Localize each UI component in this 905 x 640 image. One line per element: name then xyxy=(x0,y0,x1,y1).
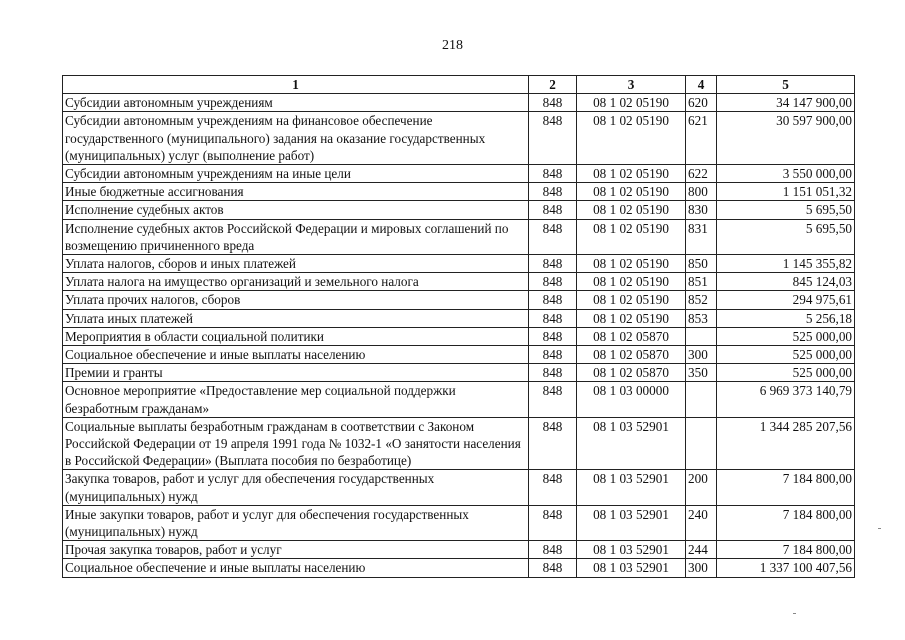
page-number: 218 xyxy=(442,38,463,53)
row-vr: 200 xyxy=(686,470,717,505)
row-name: Субсидии автономным учреждениям xyxy=(63,94,529,112)
row-vr: 850 xyxy=(686,255,717,273)
scan-speck xyxy=(793,613,796,614)
row-ved: 848 xyxy=(529,364,577,382)
row-sum: 294 975,61 xyxy=(717,291,855,309)
row-ved: 848 xyxy=(529,201,577,219)
row-name: Уплата прочих налогов, сборов xyxy=(63,291,529,309)
row-vr: 851 xyxy=(686,273,717,291)
table-row xyxy=(63,183,855,201)
row-csr: 08 1 02 05190 xyxy=(577,219,686,254)
row-vr: 621 xyxy=(686,112,717,165)
table-row xyxy=(63,327,855,345)
row-name: Субсидии автономным учреждениям на иные цели xyxy=(63,165,529,183)
row-csr: 08 1 02 05190 xyxy=(577,112,686,165)
row-ved: 848 xyxy=(529,219,577,254)
row-vr: 300 xyxy=(686,346,717,364)
row-vr: 830 xyxy=(686,201,717,219)
row-vr xyxy=(686,382,717,417)
row-ved: 848 xyxy=(529,255,577,273)
row-name: Исполнение судебных актов Российской Федерации и мировых соглашений по возмещению причиненного вреда xyxy=(63,219,529,254)
row-sum: 525 000,00 xyxy=(717,327,855,345)
row-sum: 525 000,00 xyxy=(717,346,855,364)
budget-table xyxy=(62,75,855,578)
row-sum: 7 184 800,00 xyxy=(717,541,855,559)
table-row xyxy=(63,255,855,273)
row-csr: 08 1 02 05870 xyxy=(577,346,686,364)
row-sum: 7 184 800,00 xyxy=(717,470,855,505)
table-row xyxy=(63,201,855,219)
row-ved: 848 xyxy=(529,417,577,470)
table-row xyxy=(63,309,855,327)
row-csr: 08 1 02 05870 xyxy=(577,364,686,382)
row-ved: 848 xyxy=(529,541,577,559)
row-ved: 848 xyxy=(529,346,577,364)
row-ved: 848 xyxy=(529,94,577,112)
row-csr: 08 1 02 05190 xyxy=(577,291,686,309)
row-ved: 848 xyxy=(529,183,577,201)
row-sum: 1 337 100 407,56 xyxy=(717,559,855,577)
row-ved: 848 xyxy=(529,291,577,309)
row-csr: 08 1 02 05190 xyxy=(577,183,686,201)
row-vr: 350 xyxy=(686,364,717,382)
row-csr: 08 1 03 52901 xyxy=(577,417,686,470)
row-csr: 08 1 03 00000 xyxy=(577,382,686,417)
row-csr: 08 1 02 05190 xyxy=(577,255,686,273)
row-name: Социальные выплаты безработным гражданам в соответствии с Законом Российской Федерации от 19 апреля 1991 года № 1032-1 «О занятости населения в Российской Федерации» (Выплата пособия по безработице) xyxy=(63,417,529,470)
row-vr: 240 xyxy=(686,505,717,540)
row-csr: 08 1 02 05190 xyxy=(577,165,686,183)
header-vr: 4 xyxy=(686,76,717,94)
row-csr: 08 1 03 52901 xyxy=(577,559,686,577)
table-row xyxy=(63,382,855,417)
row-sum: 5 695,50 xyxy=(717,201,855,219)
table-row xyxy=(63,470,855,505)
row-sum: 525 000,00 xyxy=(717,364,855,382)
table-row xyxy=(63,417,855,470)
row-ved: 848 xyxy=(529,273,577,291)
row-name: Мероприятия в области социальной политики xyxy=(63,327,529,345)
row-vr xyxy=(686,327,717,345)
table-header-row xyxy=(63,76,855,94)
row-name: Уплата налога на имущество организаций и земельного налога xyxy=(63,273,529,291)
row-name: Уплата налогов, сборов и иных платежей xyxy=(63,255,529,273)
row-csr: 08 1 03 52901 xyxy=(577,541,686,559)
table-row xyxy=(63,364,855,382)
row-ved: 848 xyxy=(529,559,577,577)
row-sum: 30 597 900,00 xyxy=(717,112,855,165)
scan-speck xyxy=(878,528,881,529)
row-name: Субсидии автономным учреждениям на финансовое обеспечение государственного (муниципального) задания на оказание государственных (муниципальных) услуг (выполнение работ) xyxy=(63,112,529,165)
row-ved: 848 xyxy=(529,112,577,165)
table-row xyxy=(63,541,855,559)
row-csr: 08 1 03 52901 xyxy=(577,470,686,505)
row-sum: 34 147 900,00 xyxy=(717,94,855,112)
table-row xyxy=(63,219,855,254)
table-row xyxy=(63,94,855,112)
row-csr: 08 1 03 52901 xyxy=(577,505,686,540)
row-ved: 848 xyxy=(529,165,577,183)
row-name: Социальное обеспечение и иные выплаты населению xyxy=(63,559,529,577)
row-name: Иные бюджетные ассигнования xyxy=(63,183,529,201)
row-vr: 300 xyxy=(686,559,717,577)
row-sum: 6 969 373 140,79 xyxy=(717,382,855,417)
row-vr: 244 xyxy=(686,541,717,559)
row-sum: 1 151 051,32 xyxy=(717,183,855,201)
row-name: Исполнение судебных актов xyxy=(63,201,529,219)
header-sum: 5 xyxy=(717,76,855,94)
row-csr: 08 1 02 05190 xyxy=(577,94,686,112)
row-vr: 620 xyxy=(686,94,717,112)
row-ved: 848 xyxy=(529,309,577,327)
row-vr xyxy=(686,417,717,470)
table-row xyxy=(63,505,855,540)
row-ved: 848 xyxy=(529,470,577,505)
row-vr: 852 xyxy=(686,291,717,309)
table-row xyxy=(63,346,855,364)
row-name: Основное мероприятие «Предоставление мер социальной поддержки безработным гражданам» xyxy=(63,382,529,417)
table-row xyxy=(63,112,855,165)
row-name: Иные закупки товаров, работ и услуг для обеспечения государственных (муниципальных) нужд xyxy=(63,505,529,540)
row-csr: 08 1 02 05870 xyxy=(577,327,686,345)
table-row xyxy=(63,273,855,291)
row-sum: 1 344 285 207,56 xyxy=(717,417,855,470)
row-name: Премии и гранты xyxy=(63,364,529,382)
row-sum: 845 124,03 xyxy=(717,273,855,291)
table-row xyxy=(63,291,855,309)
table-row xyxy=(63,559,855,577)
header-name: 1 xyxy=(63,76,529,94)
row-vr: 831 xyxy=(686,219,717,254)
row-csr: 08 1 02 05190 xyxy=(577,201,686,219)
row-name: Уплата иных платежей xyxy=(63,309,529,327)
row-sum: 5 695,50 xyxy=(717,219,855,254)
row-vr: 622 xyxy=(686,165,717,183)
row-name: Социальное обеспечение и иные выплаты населению xyxy=(63,346,529,364)
row-csr: 08 1 02 05190 xyxy=(577,273,686,291)
row-name: Закупка товаров, работ и услуг для обеспечения государственных (муниципальных) нужд xyxy=(63,470,529,505)
row-ved: 848 xyxy=(529,327,577,345)
row-sum: 5 256,18 xyxy=(717,309,855,327)
row-vr: 800 xyxy=(686,183,717,201)
row-name: Прочая закупка товаров, работ и услуг xyxy=(63,541,529,559)
row-ved: 848 xyxy=(529,382,577,417)
row-sum: 3 550 000,00 xyxy=(717,165,855,183)
header-ved: 2 xyxy=(529,76,577,94)
row-sum: 7 184 800,00 xyxy=(717,505,855,540)
row-sum: 1 145 355,82 xyxy=(717,255,855,273)
row-vr: 853 xyxy=(686,309,717,327)
header-csr: 3 xyxy=(577,76,686,94)
row-csr: 08 1 02 05190 xyxy=(577,309,686,327)
table-row xyxy=(63,165,855,183)
row-ved: 848 xyxy=(529,505,577,540)
